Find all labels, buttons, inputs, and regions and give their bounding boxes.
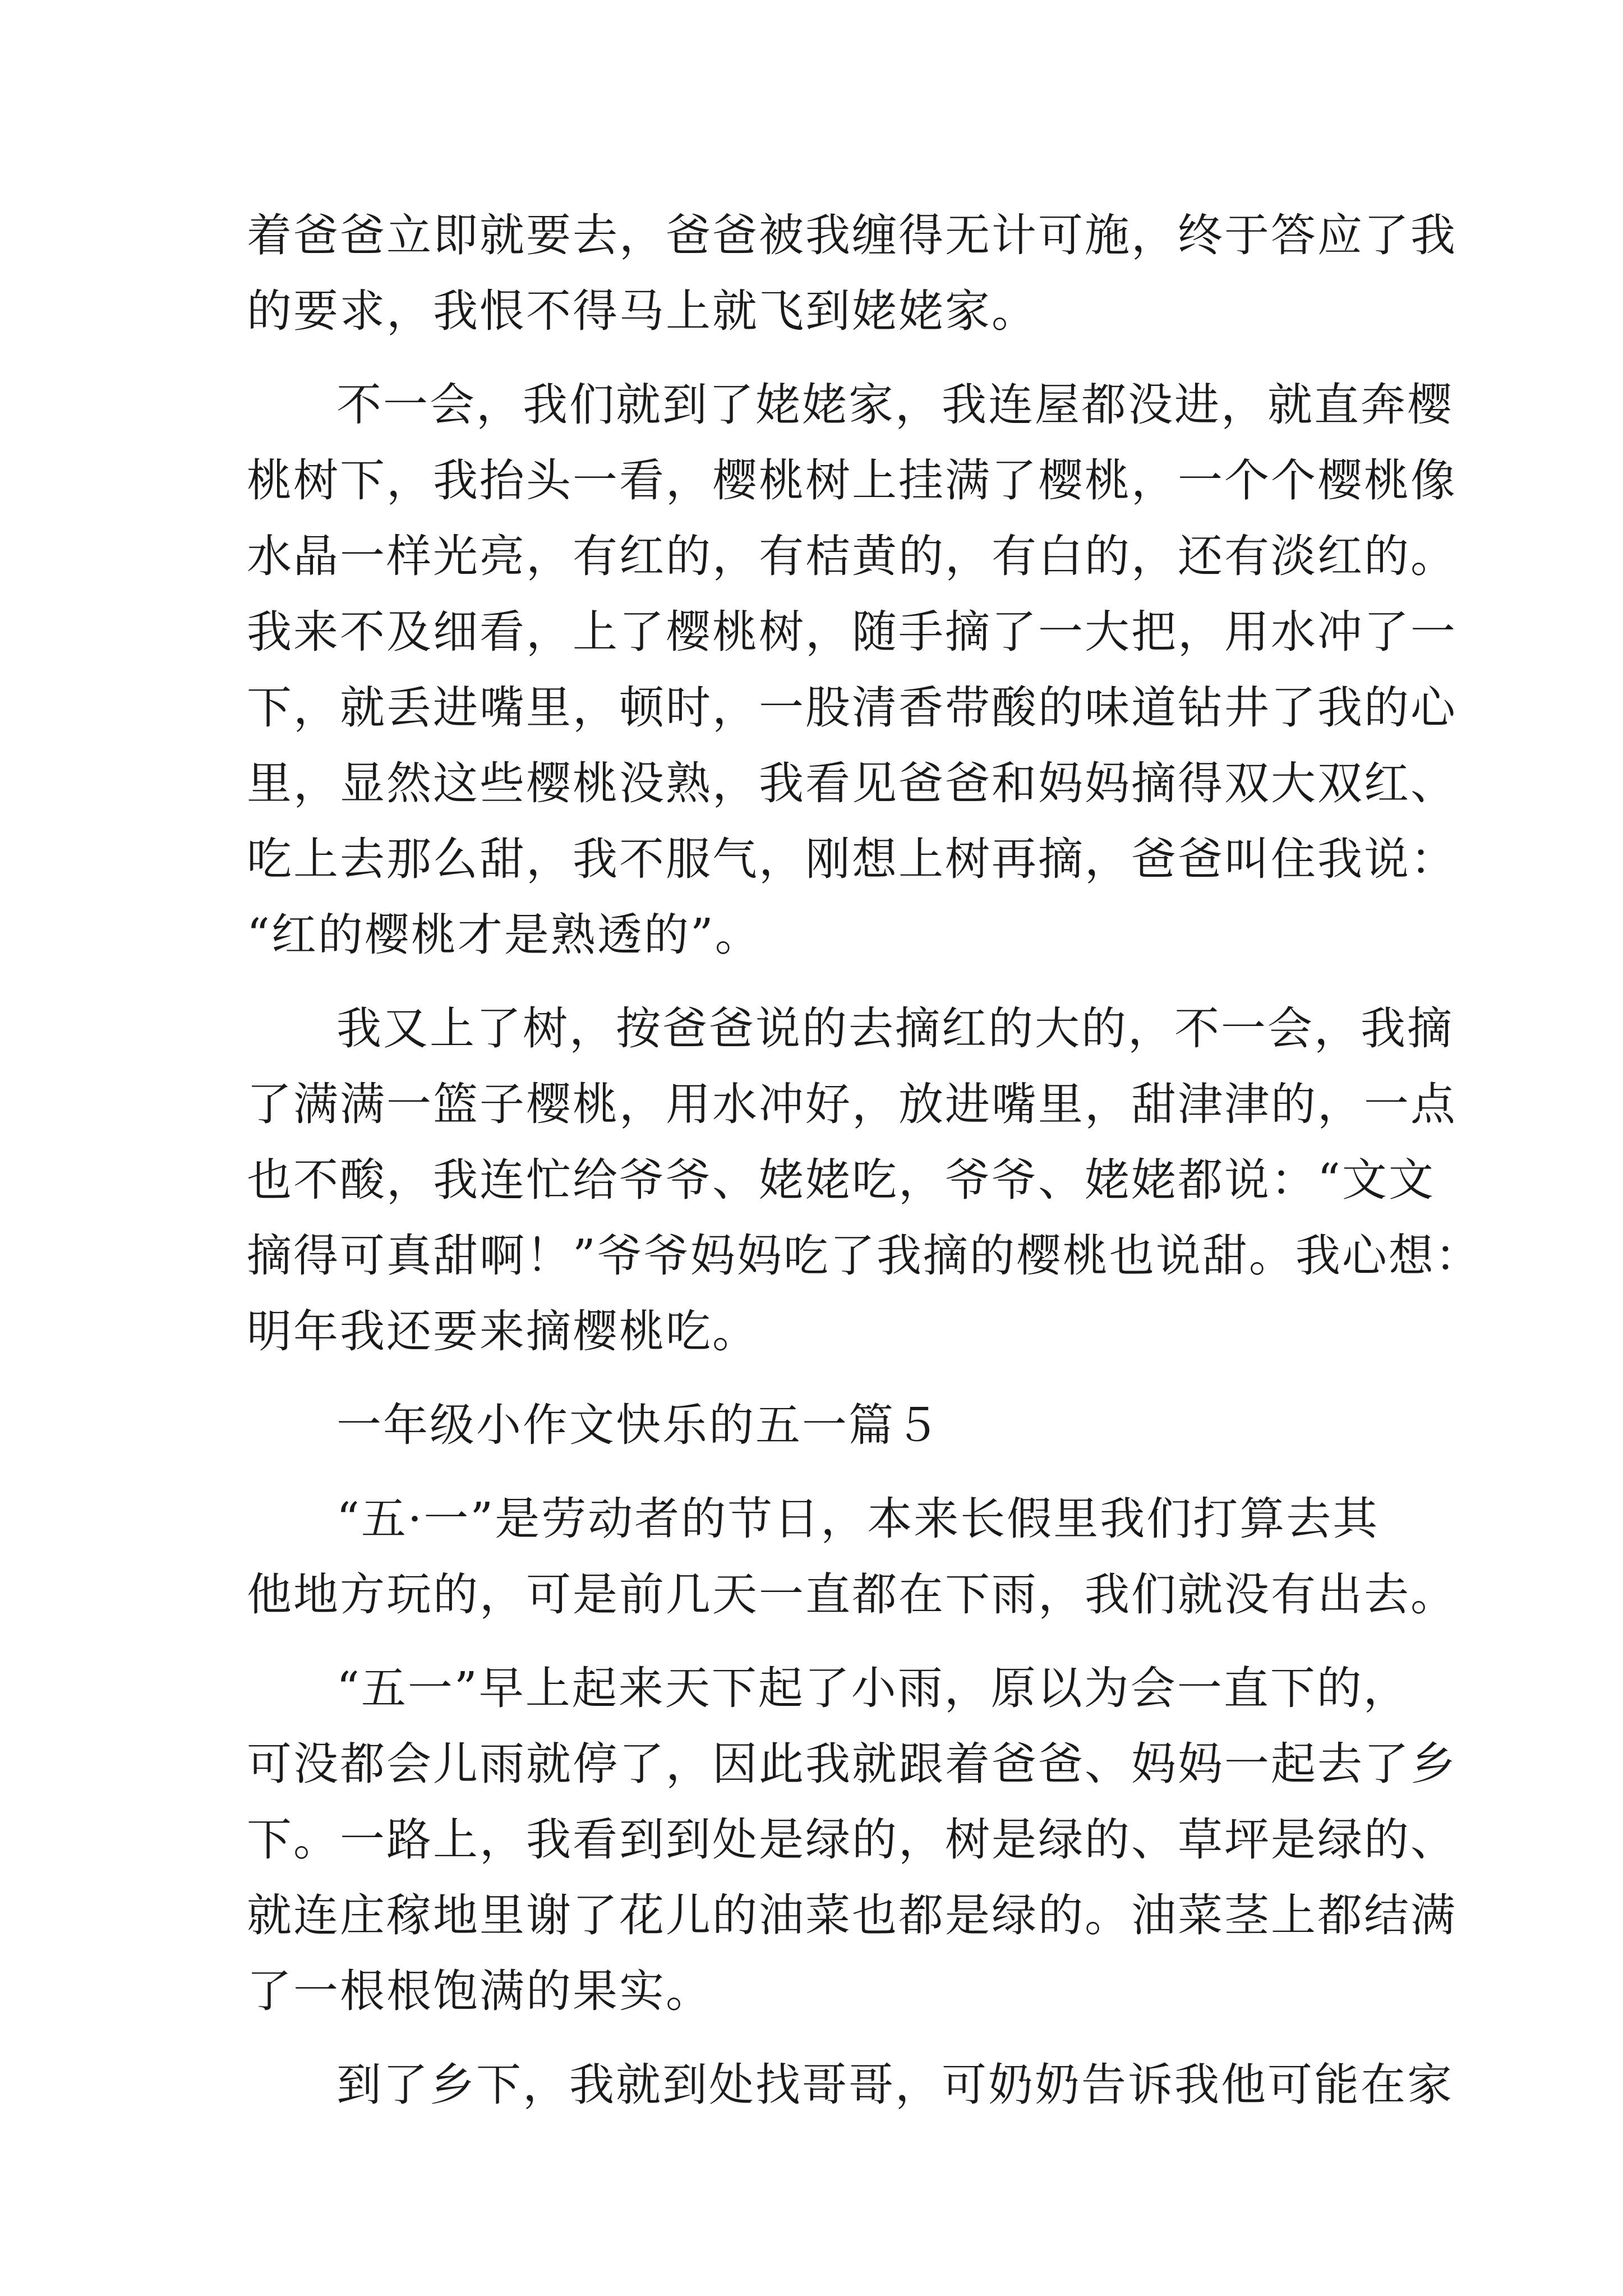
- text-line: 吃上去那么甜，我不服气，刚想上树再摘，爸爸叫住我说：: [247, 833, 1457, 885]
- text-line: 着爸爸立即就要去，爸爸被我缠得无计可施，终于答应了我: [247, 209, 1457, 261]
- paragraph: [247, 991, 1482, 1369]
- document-body: [247, 197, 1482, 2123]
- section-heading-text: 一年级小作文快乐的五一篇５: [336, 1399, 942, 1451]
- text-line: “五一”早上起来天下起了小雨，原以为会一直下的，: [336, 1662, 1410, 1714]
- text-line: 也不酸，我连忙给爷爷、姥姥吃，爷爷、姥姥都说：“文文: [247, 1154, 1435, 1206]
- text-line: 我又上了树，按爸爸说的去摘红的大的，不一会，我摘: [336, 1002, 1454, 1055]
- text-line: 他地方玩的，可是前几天一直都在下雨，我们就没有出去。: [247, 1568, 1457, 1621]
- paragraph: [247, 367, 1457, 973]
- text-line: 的要求，我恨不得马上就飞到姥姥家。: [247, 285, 1038, 337]
- text-line: 就连庄稼地里谢了花儿的油菜也都是绿的。油菜茎上都结满: [247, 1889, 1457, 1941]
- text-line: 桃树下，我抬头一看，樱桃树上挂满了樱桃，一个个樱桃像: [247, 454, 1457, 507]
- text-line: 里，显然这些樱桃没熟，我看见爸爸和妈妈摘得双大双红、: [247, 757, 1457, 809]
- section-heading: [247, 1387, 1391, 1463]
- paragraph: [247, 1650, 1457, 2029]
- text-line: 我来不及细看，上了樱桃树，随手摘了一大把，用水冲了一: [247, 606, 1457, 658]
- text-line: 了满满一篮子樱桃，用水冲好，放进嘴里，甜津津的，一点: [247, 1078, 1457, 1130]
- text-line: 到了乡下，我就到处找哥哥，可奶奶告诉我他可能在家: [336, 2059, 1454, 2111]
- paragraph: [247, 197, 1457, 349]
- text-line: “红的樱桃才是熟透的”。: [247, 909, 762, 961]
- text-line: 下。一路上，我看到到处是绿的，树是绿的、草坪是绿的、: [247, 1814, 1457, 1866]
- text-line: 不一会，我们就到了姥姥家，我连屋都没进，就直奔樱: [336, 379, 1454, 431]
- text-line: 明年我还要来摘樱桃吃。: [247, 1305, 759, 1358]
- text-line: “五·一”是劳动者的节日，本来长假里我们打算去其: [336, 1493, 1380, 1545]
- paragraph: [247, 2047, 1454, 2123]
- text-line: 水晶一样光亮，有红的，有桔黄的，有白的，还有淡红的。: [247, 530, 1457, 582]
- paragraph: [247, 1481, 1457, 1632]
- text-line: 可没都会儿雨就停了，因此我就跟着爸爸、妈妈一起去了乡: [247, 1738, 1457, 1790]
- text-line: 下，就丢进嘴里，顿时，一股清香带酸的味道钻井了我的心: [247, 682, 1457, 734]
- text-line: 了一根根饱满的果实。: [247, 1965, 712, 2017]
- text-line: 摘得可真甜啊！”爷爷妈妈吃了我摘的樱桃也说甜。我心想：: [247, 1230, 1482, 1282]
